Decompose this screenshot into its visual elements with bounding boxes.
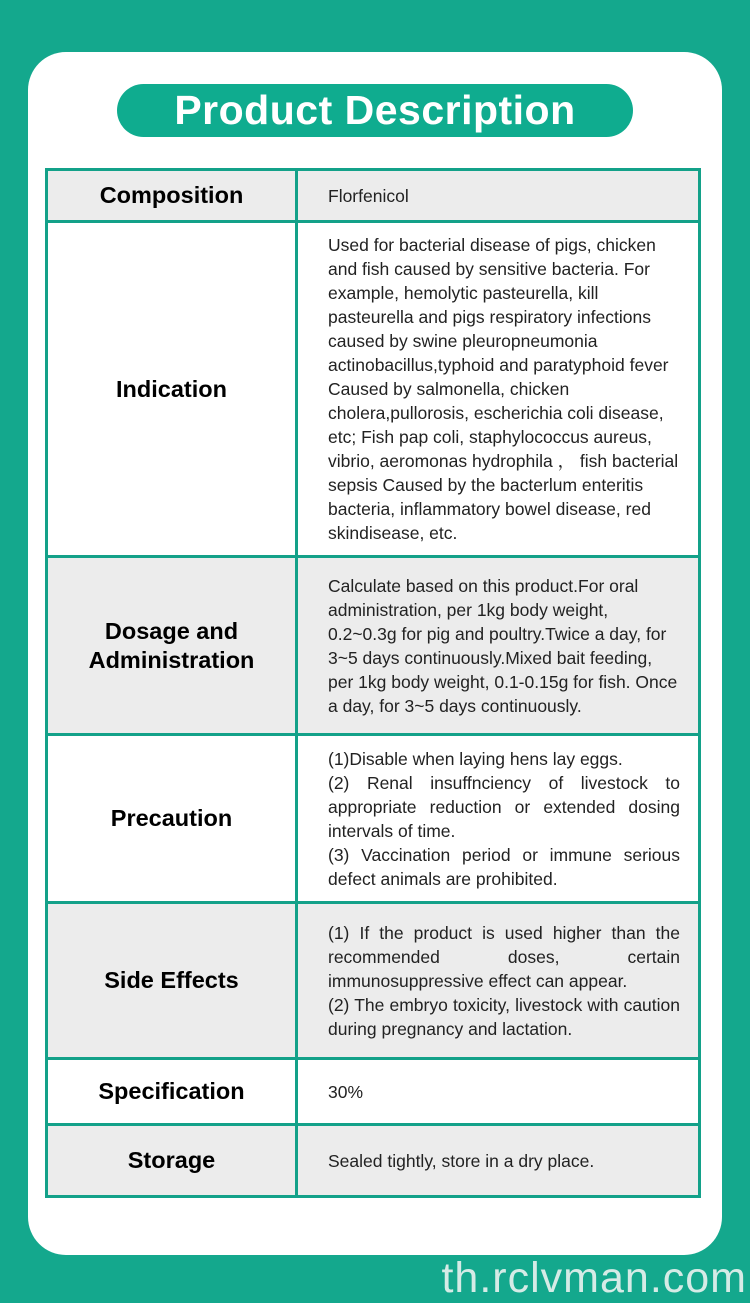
table-row bbox=[47, 735, 700, 903]
table-row bbox=[47, 1125, 700, 1197]
row-value bbox=[297, 735, 700, 903]
table-row bbox=[47, 557, 700, 735]
row-value bbox=[297, 222, 700, 557]
row-label: Composition bbox=[47, 170, 297, 222]
table-row bbox=[47, 170, 700, 222]
row-label: Dosage and Administration bbox=[47, 557, 297, 735]
row-value bbox=[297, 1059, 700, 1125]
row-value-paragraph: Sealed tightly, store in a dry place. bbox=[328, 1150, 595, 1171]
section-title-pill bbox=[117, 84, 633, 137]
row-value-paragraph: Florfenicol bbox=[328, 185, 409, 206]
row-value bbox=[297, 170, 700, 222]
table-row bbox=[47, 222, 700, 557]
row-value-paragraph: (1)Disable when laying hens lay eggs. bbox=[328, 748, 623, 769]
row-label: Side Effects bbox=[47, 903, 297, 1059]
row-value bbox=[297, 557, 700, 735]
row-value-paragraph: (3) Vaccination period or immune serious defect animals are prohibited. bbox=[328, 844, 680, 889]
table-row bbox=[47, 1059, 700, 1125]
row-value-paragraph: Used for bacterial disease of pigs, chicken and fish caused by sensitive bacteria. For example, hemolytic pasteurella, kill pasteurella and pigs respiratory infections caused by swine pleuropneumonia actinobacillus,typhoid and paratyphoid fever Caused by salmonella, chicken cholera,pullorosis, escherichia coli disease, etc; Fish pap coli, staphylococcus aureus, vibrio, aeromonas hydrophila ， fish bacterial sepsis Caused by the bacterlum enteritis bacteria, inflammatory bowel disease, red skindisease, etc. bbox=[328, 235, 679, 543]
row-label: Indication bbox=[47, 222, 297, 557]
table-row bbox=[47, 903, 700, 1059]
row-label: Storage bbox=[47, 1125, 297, 1197]
product-card bbox=[28, 52, 722, 1255]
row-value bbox=[297, 1125, 700, 1197]
website-watermark: th.rclvman.com bbox=[441, 1254, 747, 1302]
row-value-paragraph: (2) Renal insuffnciency of livestock to appropriate reduction or extended dosing intervals of time. bbox=[328, 772, 680, 841]
row-value-paragraph: (2) The embryo toxicity, livestock with caution during pregnancy and lactation. bbox=[328, 994, 680, 1039]
row-label: Precaution bbox=[47, 735, 297, 903]
row-label: Specification bbox=[47, 1059, 297, 1125]
row-value-paragraph: Calculate based on this product.For oral administration, per 1kg body weight, 0.2~0.3g for pig and poultry.Twice a day, for 3~5 days continuously.Mixed bait feeding, per 1kg body weight, 0.1-0.15g for fish. Once a day, for 3~5 days continuously. bbox=[328, 575, 678, 716]
product-spec-table bbox=[45, 168, 701, 1198]
row-value-paragraph: 30% bbox=[328, 1081, 364, 1102]
row-value bbox=[297, 903, 700, 1059]
row-value-paragraph: (1) If the product is used higher than the recommended doses, certain immunosuppressive effect can appear. bbox=[328, 922, 680, 991]
page-title: Product Description bbox=[174, 87, 576, 133]
